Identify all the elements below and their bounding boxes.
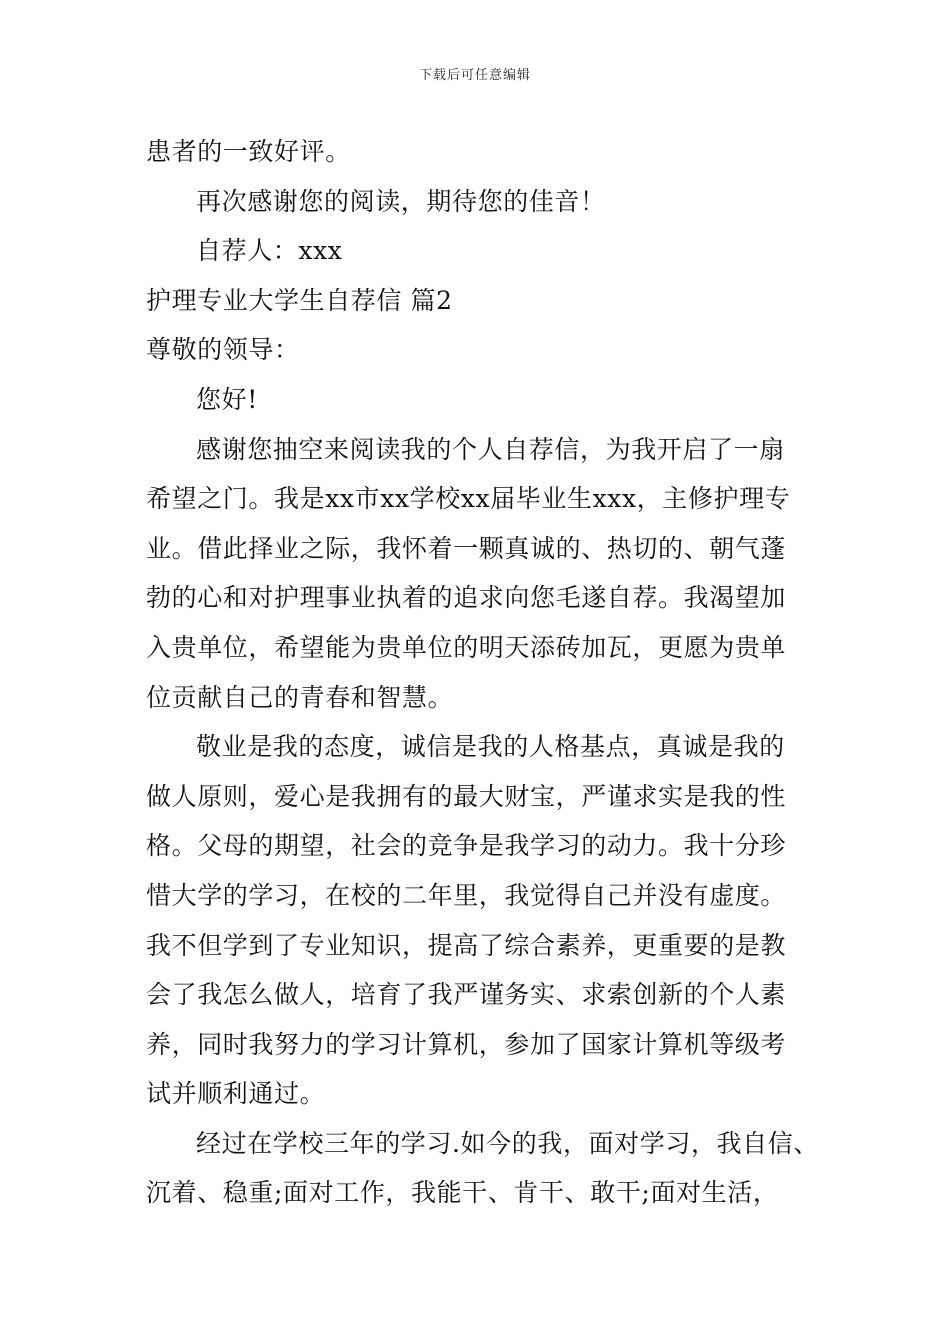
text-line: 希望之门。我是xx市xx学校xx届毕业生xxx，主修护理专 xyxy=(146,484,791,514)
text-line: 做人原则，爱心是我拥有的最大财宝，严谨求实是我的性 xyxy=(146,781,787,811)
text-line: 您好! xyxy=(196,384,258,414)
text-line: 勃的心和对护理事业执着的追求向您毛遂自荐。我渴望加 xyxy=(146,583,787,613)
text-line: 入贵单位，希望能为贵单位的明天添砖加瓦，更愿为贵单 xyxy=(146,632,787,662)
text-line: 我不但学到了专业知识，提高了综合素养，更重要的是教 xyxy=(146,930,787,960)
text-line: 感谢您抽空来阅读我的个人自荐信，为我开启了一扇 xyxy=(196,434,785,464)
text-line: 惜大学的学习，在校的二年里，我觉得自己并没有虚度。 xyxy=(146,880,787,910)
text-line: 自荐人：xxx xyxy=(196,236,343,266)
text-line: 养，同时我努力的学习计算机，参加了国家计算机等级考 xyxy=(146,1029,787,1059)
text-line: 护理专业大学生自荐信 篇2 xyxy=(146,285,453,315)
text-line: 经过在学校三年的学习.如今的我，面对学习，我自信、 xyxy=(196,1128,819,1158)
text-line: 会了我怎么做人，培育了我严谨务实、求索创新的个人素 xyxy=(146,980,787,1010)
text-line: 试并顺利通过。 xyxy=(146,1079,326,1109)
text-line: 沉着、稳重;面对工作，我能干、肯干、敢干;面对生活， xyxy=(146,1178,779,1208)
header-note: 下载后可任意编辑 xyxy=(418,68,531,83)
text-line: 位贡献自己的青春和智慧。 xyxy=(146,682,454,712)
text-line: 格。父母的期望，社会的竞争是我学习的动力。我十分珍 xyxy=(146,831,787,861)
text-line: 业。借此择业之际，我怀着一颗真诚的、热切的、朝气蓬 xyxy=(146,533,787,563)
document-body xyxy=(146,127,836,1218)
text-line: 再次感谢您的阅读，期待您的佳音！ xyxy=(196,186,606,216)
text-line: 尊敬的领导： xyxy=(146,335,300,365)
text-line: 敬业是我的态度，诚信是我的人格基点，真诚是我的 xyxy=(196,732,785,762)
text-line: 患者的一致好评。 xyxy=(146,137,351,166)
